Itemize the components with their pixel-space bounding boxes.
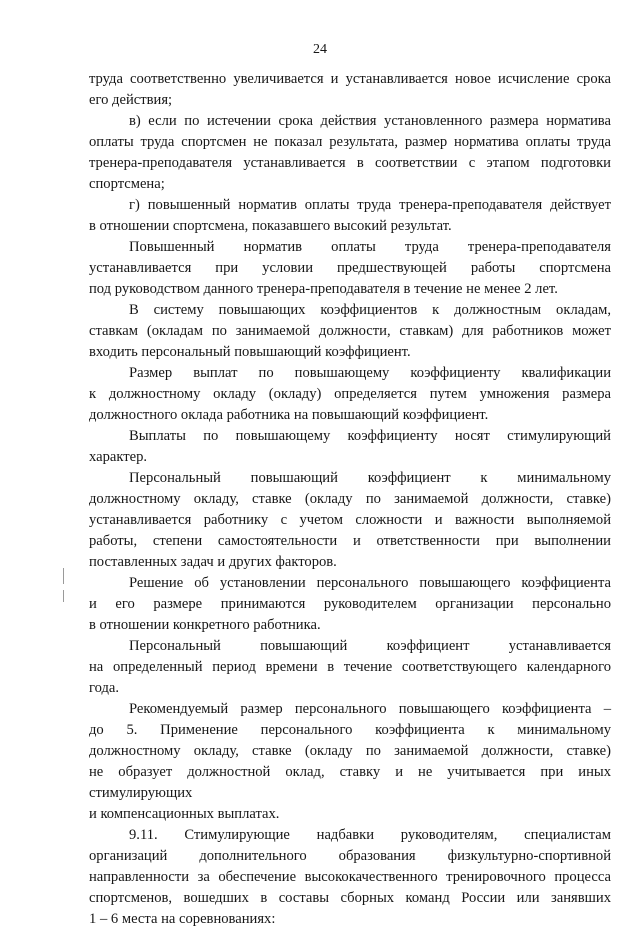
text-line: входить персональный повышающий коэффициент. [89,344,411,360]
text-line: 1 – 6 места на соревнованиях: [89,911,276,927]
text-line: на определенный период времени в течение соответствующего календарного [89,659,611,675]
text-line: в отношении спортсмена, показавшего высокий результат. [89,218,452,234]
text-line: оплаты труда спортсмен не показал результата, размер норматива оплаты труда [89,134,611,150]
text-line: до 5. Применение персонального коэффициента к минимальному [89,722,611,738]
text-line: стимулирующих [89,785,193,801]
text-line: не образует должностной оклад, ставку и не учитывается при иных [89,764,611,780]
page-number: 24 [313,42,327,57]
text-line: ставкам (окладам по занимаемой должности, ставкам) для работников может [89,323,611,339]
text-line: Рекомендуемый размер персонального повышающего коэффициента – [129,701,611,717]
text-line: В систему повышающих коэффициентов к должностным окладам, [129,302,611,318]
text-line: и компенсационных выплатах. [89,806,280,822]
text-line: поставленных задач и других факторов. [89,554,337,570]
text-line: Решение об установлении персонального повышающего коэффициента [129,575,611,591]
text-line: тренера-преподавателя устанавливается в соответствии с этапом подготовки [89,155,611,171]
text-line: и его размере принимаются руководителем организации персонально [89,596,611,612]
text-line: Повышенный норматив оплаты труда тренера-преподавателя [129,239,611,255]
text-line: в отношении конкретного работника. [89,617,321,633]
text-line: должностному окладу, ставке (окладу по занимаемой должности, ставке) [89,491,611,507]
text-line: должностного оклада работника на повышающий коэффициент. [89,407,489,423]
text-line: устанавливается работнику с учетом сложности и важности выполняемой [89,512,611,528]
text-line: устанавливается при условии предшествующей работы спортсмена [89,260,611,276]
text-line: труда соответственно увеличивается и устанавливается новое исчисление срока [89,71,611,87]
text-line: его действия; [89,92,173,108]
text-line: г) повышенный норматив оплаты труда тренера-преподавателя действует [129,197,611,213]
margin-mark [63,590,69,602]
text-line: Выплаты по повышающему коэффициенту носят стимулирующий [129,428,611,444]
text-line: направленности за обеспечение высококачественного тренировочного процесса [89,869,611,885]
text-line: под руководством данного тренера-преподавателя в течение не менее 2 лет. [89,281,558,297]
text-line: Размер выплат по повышающему коэффициенту квалификации [129,365,611,381]
text-line: Персональный повышающий коэффициент устанавливается [129,638,611,654]
text-line: характер. [89,449,148,465]
text-line: к должностному окладу (окладу) определяется путем умножения размера [89,386,611,402]
text-line: в) если по истечении срока действия установленного размера норматива [129,113,611,129]
text-line: спортсмена; [89,176,165,192]
text-line: должностному окладу, ставке (окладу по занимаемой должности, ставке) [89,743,611,759]
text-line: работы, степени самостоятельности и ответственности при выполнении [89,533,611,549]
text-line: года. [89,680,120,696]
text-line: Персональный повышающий коэффициент к минимальному [129,470,611,486]
margin-mark [63,568,69,584]
text-line: спортсменов, вошедших в составы сборных команд России или занявших [89,890,611,906]
document-body [89,69,611,930]
text-line: организаций дополнительного образования физкультурно-спортивной [89,848,611,864]
text-line: 9.11. Стимулирующие надбавки руководителям, специалистам [129,827,611,843]
